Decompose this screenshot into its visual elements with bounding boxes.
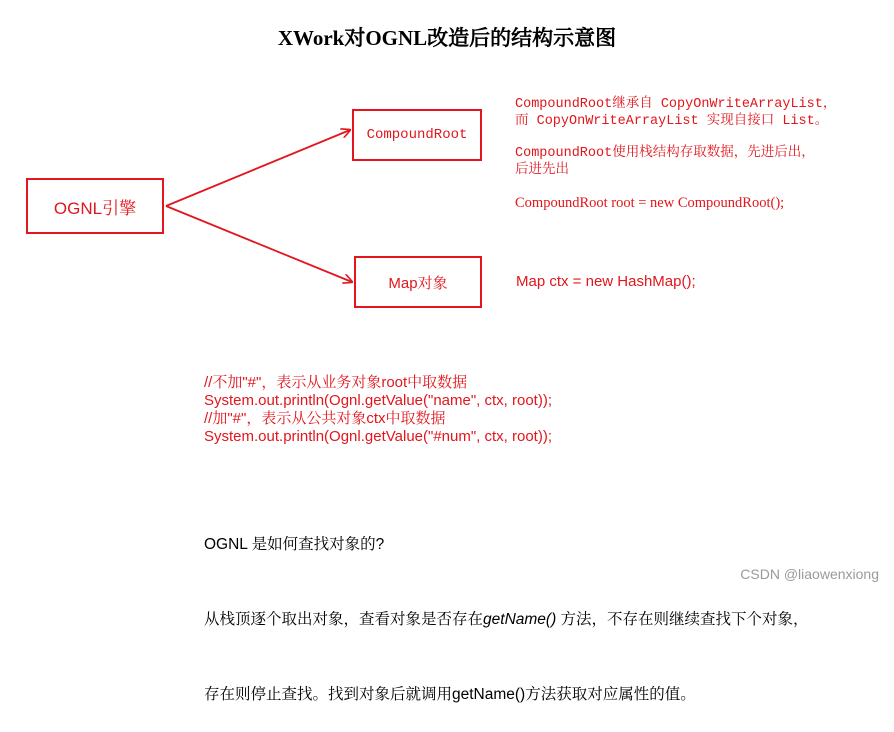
map-code: Map ctx = new HashMap(); [516,273,696,290]
code-line-1: System.out.println(Ognl.getValue("name", ctx, root)); [204,392,553,409]
code-comment-2: //加"#"，表示从公共对象ctx中取数据 [204,410,446,427]
compound-root-box [352,109,482,161]
compound-root-note-1: CompoundRoot继承自 CopyOnWriteArrayList， [515,97,837,112]
compound-root-note-4: 后进先出 [515,163,569,178]
qa-question: OGNL 是如何查找对象的? [204,536,385,553]
qa-answer-line-2: 存在则停止查找。找到对象后就调用getName()方法获取对应属性的值。 [204,686,696,703]
code-line-2: System.out.println(Ognl.getValue("#num", ctx, root)); [204,428,553,445]
compound-root-code: CompoundRoot root = new CompoundRoot(); [515,195,785,211]
diagram-title: XWork对OGNL改造后的结构示意图 [277,26,617,50]
qa-answer-line-1 [204,607,809,632]
code-comment-1: //不加"#"，表示从业务对象root中取数据 [204,374,468,391]
ognl-engine-label: OGNL引擎 [53,198,137,218]
qa-answer-method: getName() [483,611,557,628]
qa-section [204,482,809,732]
compound-root-label: CompoundRoot [366,127,468,143]
compound-root-note-2: 而 CopyOnWriteArrayList 实现自接口 List。 [515,114,829,129]
watermark: CSDN @liaowenxiong [740,566,879,582]
ognl-engine-box [26,178,164,234]
qa-answer-part-b: 方法，不存在则继续查找下个对象， [556,611,809,628]
map-object-label: Map对象 [388,274,448,292]
arrow-to-map [166,206,352,282]
map-object-box [354,256,482,308]
arrow-to-compound-root [166,130,350,206]
compound-root-note-3: CompoundRoot使用栈结构存取数据，先进后出， [515,146,815,161]
qa-answer-part-a: 从栈顶逐个取出对象，查看对象是否存在 [204,611,484,628]
